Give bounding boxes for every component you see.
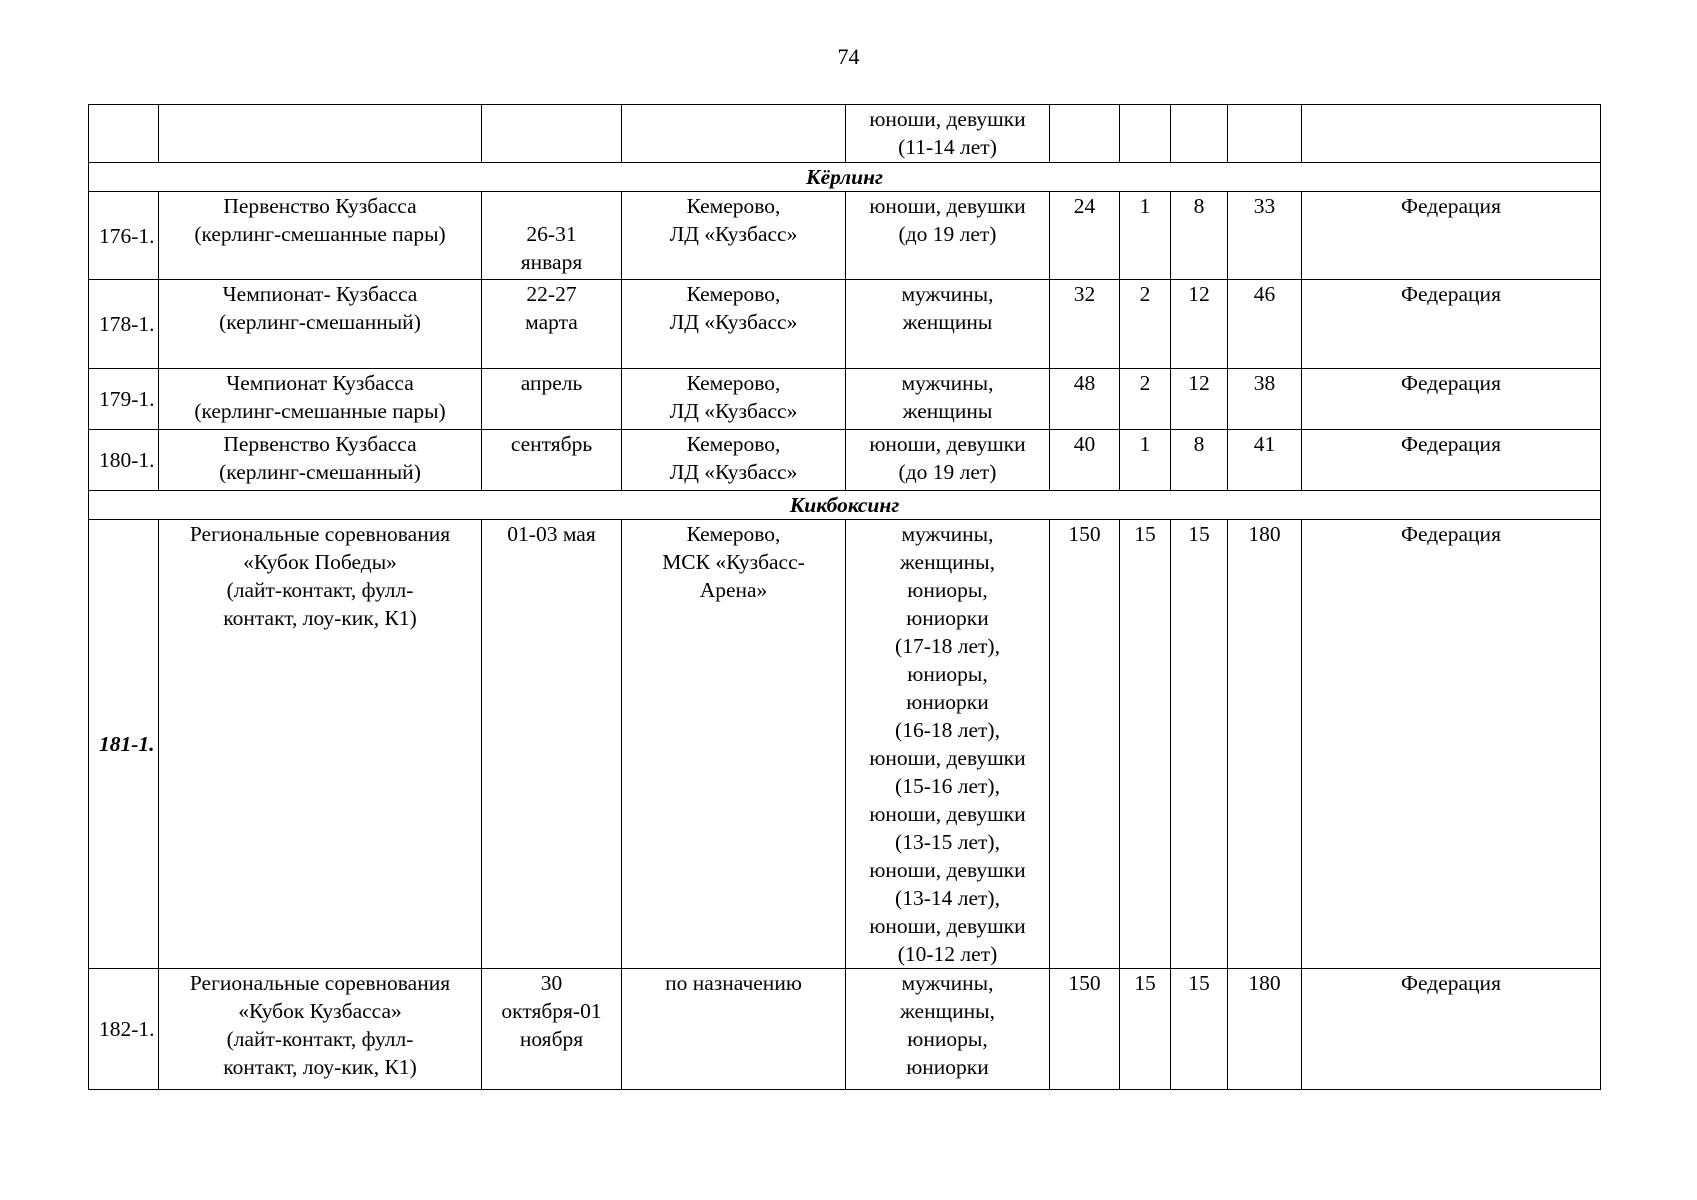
participants-line: мужчины, [901, 371, 994, 395]
participants-line: (10-12 лет) [897, 942, 998, 966]
event-name-line: контакт, лоу-кик, К1) [223, 1055, 417, 1079]
section-row [89, 491, 1601, 520]
participants-line: (11-14 лет) [898, 135, 997, 159]
place-line: ЛД «Кузбасс» [669, 399, 798, 423]
event-name-line: (керлинг-смешанный) [219, 460, 421, 484]
participants-cell [846, 280, 1050, 369]
event-name-line: (керлинг-смешанные пары) [194, 222, 446, 246]
table-row [89, 369, 1601, 430]
dates-cell [482, 280, 622, 369]
event-name-line: (лайт-контакт, фулл- [226, 578, 414, 602]
dates-cell [482, 192, 622, 280]
participants-line: юниорки [906, 690, 989, 714]
place-cell [622, 105, 846, 163]
event-number: 179-1. [89, 369, 159, 430]
table-row [89, 105, 1601, 163]
participants-line: юноши, девушки [869, 914, 1026, 938]
event-name-line: контакт, лоу-кик, К1) [223, 606, 417, 630]
event-name-line: Первенство Кузбасса [223, 194, 417, 218]
organizer-cell: Федерация [1302, 430, 1601, 491]
participants-line: юноши, девушки [869, 432, 1026, 456]
place-line: Кемерово, [686, 522, 781, 546]
count-cell: 15 [1171, 969, 1228, 1090]
participants-line: юниоры, [907, 1027, 988, 1051]
count-cell [1120, 105, 1171, 163]
count-cell: 15 [1120, 969, 1171, 1090]
place-cell [622, 969, 846, 1090]
place-cell [622, 192, 846, 280]
count-cell: 40 [1050, 430, 1120, 491]
participants-cell [846, 430, 1050, 491]
event-name-line: Чемпионат- Кузбасса [222, 282, 418, 306]
dates-line: сентябрь [510, 432, 593, 456]
participants-line: (15-16 лет), [895, 774, 1000, 798]
participants-line: мужчины, [901, 971, 994, 995]
place-cell [622, 430, 846, 491]
schedule-table [88, 104, 1601, 1090]
organizer-cell [1302, 105, 1601, 163]
event-number: 178-1. [89, 280, 159, 369]
participants-line: (13-15 лет), [895, 830, 1000, 854]
participants-line: (до 19 лет) [898, 460, 997, 484]
place-line: Кемерово, [686, 194, 781, 218]
dates-line: 26-31 [526, 222, 577, 246]
participants-line: юноши, девушки [869, 858, 1026, 882]
event-name-cell [159, 192, 482, 280]
table-row [89, 430, 1601, 491]
participants-line: женщины [902, 399, 993, 423]
event-name-cell [159, 105, 482, 163]
place-line: ЛД «Кузбасс» [669, 222, 798, 246]
organizer-cell: Федерация [1302, 969, 1601, 1090]
organizer-cell: Федерация [1302, 520, 1601, 969]
count-cell: 15 [1120, 520, 1171, 969]
count-cell: 41 [1228, 430, 1302, 491]
participants-line: юниорки [906, 606, 989, 630]
count-cell: 180 [1228, 520, 1302, 969]
place-cell [622, 369, 846, 430]
count-cell: 12 [1171, 369, 1228, 430]
count-cell: 180 [1228, 969, 1302, 1090]
page-number: 74 [837, 44, 860, 69]
dates-cell [482, 520, 622, 969]
event-number: 176-1. [89, 192, 159, 280]
dates-line: января [520, 250, 583, 274]
participants-cell [846, 192, 1050, 280]
count-cell: 15 [1171, 520, 1228, 969]
count-cell: 2 [1120, 280, 1171, 369]
place-line: МСК «Кузбасс- [662, 550, 805, 574]
organizer-cell: Федерация [1302, 369, 1601, 430]
count-cell: 48 [1050, 369, 1120, 430]
event-name-line: «Кубок Победы» [243, 550, 397, 574]
participants-line: юноши, девушки [869, 746, 1026, 770]
event-name-cell [159, 520, 482, 969]
place-line: Арена» [699, 578, 768, 602]
event-name-cell [159, 969, 482, 1090]
event-name-cell [159, 369, 482, 430]
participants-line: (17-18 лет), [895, 634, 1000, 658]
dates-line: 30 [540, 971, 563, 995]
count-cell: 46 [1228, 280, 1302, 369]
count-cell: 8 [1171, 192, 1228, 280]
participants-cell [846, 520, 1050, 969]
organizer-cell: Федерация [1302, 280, 1601, 369]
count-cell [1228, 105, 1302, 163]
section-row [89, 163, 1601, 192]
participants-line: женщины, [899, 999, 995, 1023]
event-number: 182-1. [89, 969, 159, 1090]
dates-cell [482, 969, 622, 1090]
table-row [89, 520, 1601, 969]
place-line: Кемерово, [686, 432, 781, 456]
count-cell: 8 [1171, 430, 1228, 491]
event-name-cell [159, 430, 482, 491]
participants-line: женщины [902, 310, 993, 334]
event-name-line: (керлинг-смешанный) [219, 310, 421, 334]
dates-cell [482, 369, 622, 430]
place-line: Кемерово, [686, 371, 781, 395]
event-name-line: Чемпионат Кузбасса [226, 371, 414, 395]
participants-line: юноши, девушки [869, 107, 1026, 131]
count-cell: 1 [1120, 430, 1171, 491]
participants-cell [846, 369, 1050, 430]
event-number: 181-1. [89, 520, 159, 969]
place-cell [622, 520, 846, 969]
count-cell [1050, 105, 1120, 163]
participants-line: юноши, девушки [869, 802, 1026, 826]
event-name-cell [159, 280, 482, 369]
number-cell [89, 105, 159, 163]
count-cell: 150 [1050, 520, 1120, 969]
count-cell: 33 [1228, 192, 1302, 280]
count-cell: 1 [1120, 192, 1171, 280]
participants-line: мужчины, [901, 282, 994, 306]
event-name-line: Первенство Кузбасса [223, 432, 417, 456]
dates-cell [482, 430, 622, 491]
count-cell: 32 [1050, 280, 1120, 369]
event-name-line: Региональные соревнования [189, 522, 451, 546]
section-title: Кикбоксинг [89, 491, 1601, 520]
count-cell: 24 [1050, 192, 1120, 280]
dates-line: 22-27 [526, 282, 577, 306]
count-cell: 38 [1228, 369, 1302, 430]
event-name-line: Региональные соревнования [189, 971, 451, 995]
dates-line: ноября [519, 1027, 584, 1051]
dates-line: марта [525, 310, 578, 334]
place-line: ЛД «Кузбасс» [669, 310, 798, 334]
participants-line: (16-18 лет), [895, 718, 1000, 742]
participants-line: юниорки [906, 1055, 989, 1079]
participants-line: (до 19 лет) [898, 222, 997, 246]
participants-cell [846, 105, 1050, 163]
dates-line: апрель [520, 371, 583, 395]
participants-line: юноши, девушки [869, 194, 1026, 218]
section-title: Кёрлинг [89, 163, 1601, 192]
dates-line: 01-03 мая [507, 522, 596, 546]
participants-line: юниоры, [907, 662, 988, 686]
participants-line: юниоры, [907, 578, 988, 602]
participants-line: (13-14 лет), [895, 886, 1000, 910]
participants-line: женщины, [899, 550, 995, 574]
place-line: ЛД «Кузбасс» [669, 460, 798, 484]
table-row [89, 192, 1601, 280]
place-line: Кемерово, [686, 282, 781, 306]
organizer-cell: Федерация [1302, 192, 1601, 280]
event-name-line: (керлинг-смешанные пары) [194, 399, 446, 423]
table-row [89, 969, 1601, 1090]
event-number: 180-1. [89, 430, 159, 491]
table-row [89, 280, 1601, 369]
dates-cell [482, 105, 622, 163]
count-cell: 12 [1171, 280, 1228, 369]
participants-cell [846, 969, 1050, 1090]
count-cell: 150 [1050, 969, 1120, 1090]
count-cell: 2 [1120, 369, 1171, 430]
place-cell [622, 280, 846, 369]
event-name-line: (лайт-контакт, фулл- [226, 1027, 414, 1051]
dates-line: октября-01 [501, 999, 602, 1023]
count-cell [1171, 105, 1228, 163]
place-line: по назначению [665, 971, 802, 995]
event-name-line: «Кубок Кузбасса» [238, 999, 402, 1023]
participants-line: мужчины, [901, 522, 994, 546]
